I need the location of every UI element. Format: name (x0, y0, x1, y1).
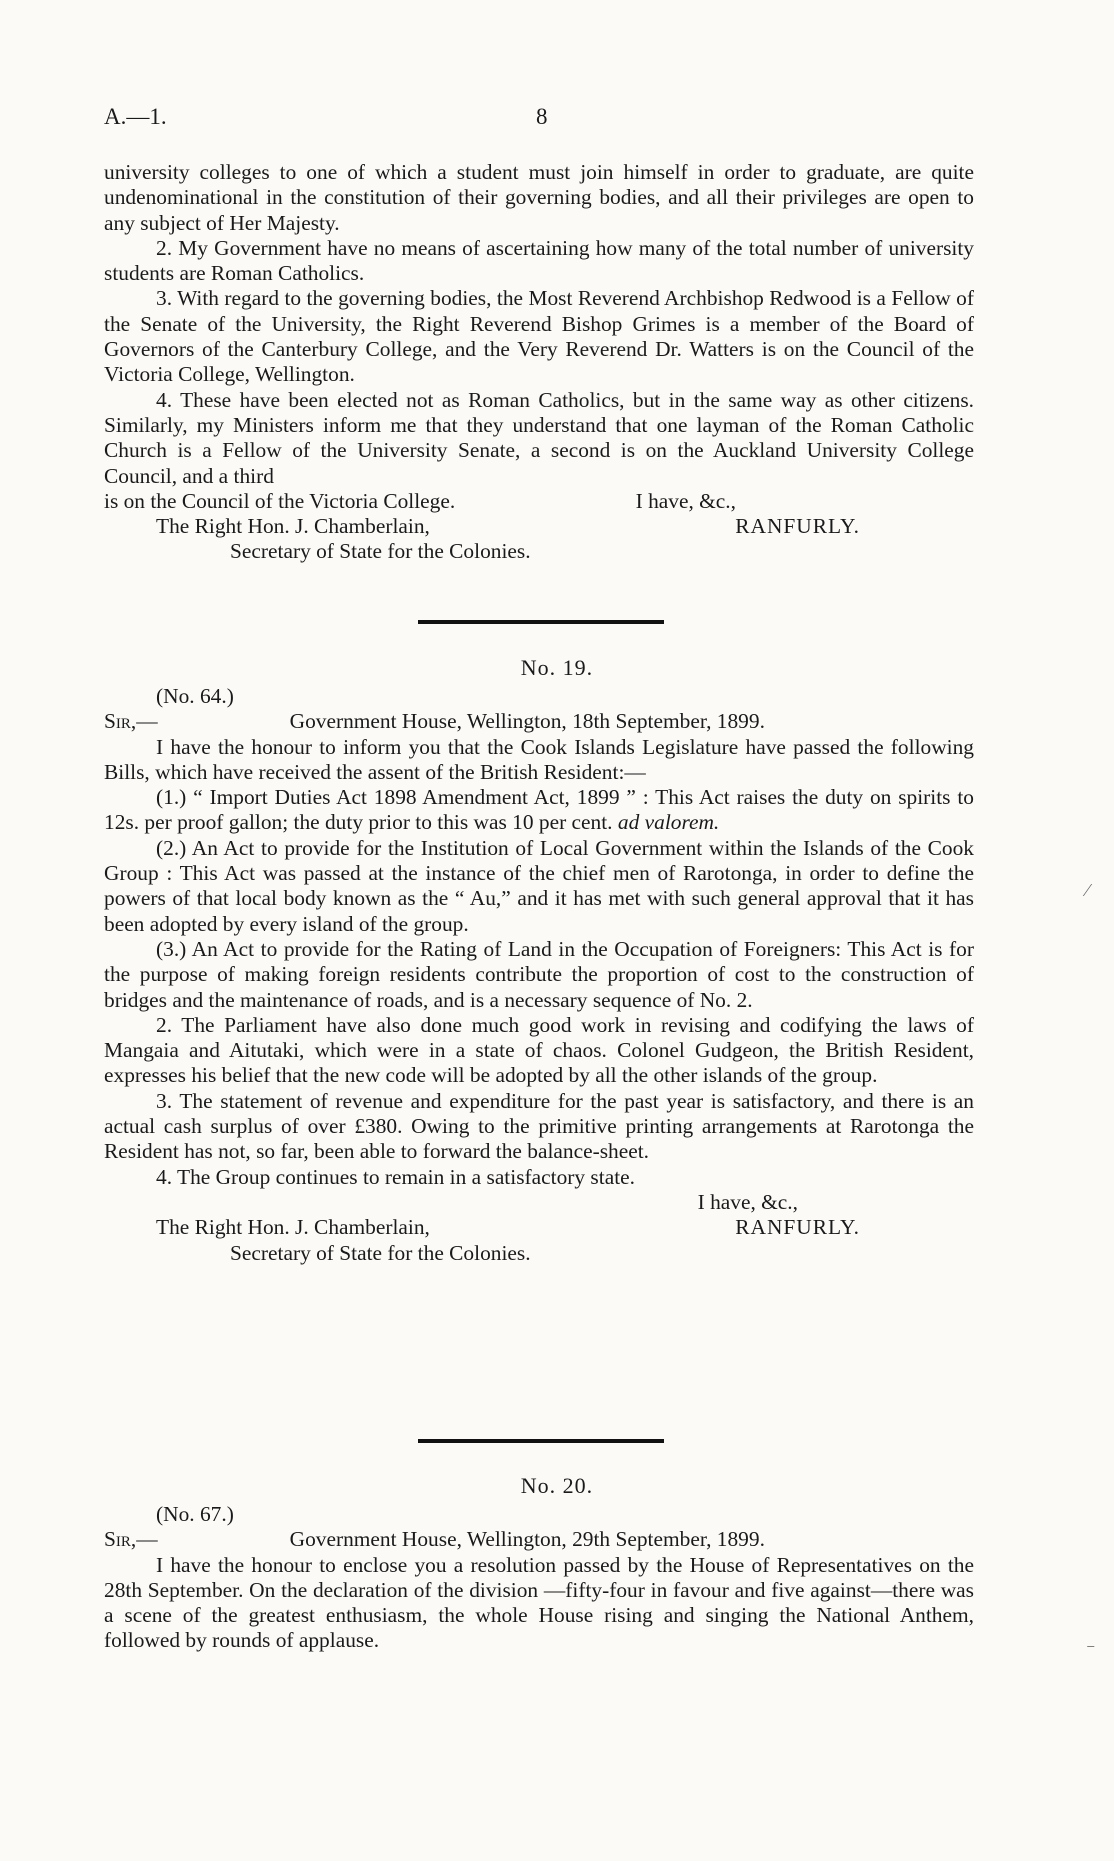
paragraph: 2. The Parliament have also done much good work in revising and codifying the laws of Mangaia and Aitutaki, which were in a state of chaos. Colonel Gudgeon, the British Resident, expresses his belief that the new code will be adopted by all the other islands of the group. (104, 1012, 974, 1088)
document-number: No. 20. (520, 1473, 594, 1498)
document-reference: A.—1. (104, 104, 167, 129)
section-divider (418, 620, 664, 624)
italic-phrase: ad valorem. (617, 810, 720, 835)
paragraph: university colleges to one of which a student must join himself in order to graduate, are quite undenominational in the constitution of their governing bodies, and all their privileges are open to any subject of Her Majesty. (104, 160, 974, 235)
bill-item: (2.) An Act to provide for the Institution of Local Government within the Islands of the Cook Group : This Act was passed at the instance of the chief men of Rarotonga, in order to define the powers of that local body known as the “ Au,” and it has met with such general approval that it has been adopted by every island of the group. (104, 835, 974, 936)
despatch-no-19 (104, 684, 974, 1266)
signature-block (104, 1215, 974, 1240)
paragraph: 2. My Government have no means of ascertaining how many of the total number of university students are Roman Catholics. (104, 235, 974, 286)
paragraph: 4. The Group continues to remain in a satisfactory state. (156, 1164, 635, 1189)
despatch-continuation (104, 160, 974, 565)
salutation-line (104, 1527, 974, 1552)
signature-block (104, 514, 974, 539)
section-divider (418, 1439, 664, 1443)
margin-mark: ⁻ (1086, 1640, 1096, 1660)
paragraph-end: is on the Council of the Victoria College. (104, 488, 456, 513)
addressee-title: Secretary of State for the Colonies. (230, 539, 531, 564)
addressee-title: Secretary of State for the Colonies. (230, 1240, 531, 1265)
paragraph: I have the honour to enclose you a resolution passed by the House of Representatives on the 28th September. On the declaration of the division —fifty-four in favour and five against—there was a scene of the greatest enthusiasm, the whole House rising and singing the National Anthem, followed by rounds of applause. (104, 1552, 974, 1653)
salutation: Sir,— (104, 1527, 158, 1552)
document-number: No. 19. (520, 655, 594, 680)
addressee: The Right Hon. J. Chamberlain, (156, 1215, 430, 1240)
signature: RANFURLY. (735, 1215, 860, 1240)
paragraph: 3. The statement of revenue and expenditure for the past year is satisfactory, and there is an actual cash surplus of over £380. Owing to the primitive printing arrangements at Rarotonga the Resident has not, so far, been able to forward the balance-sheet. (104, 1088, 974, 1164)
page-number: 8 (536, 104, 548, 129)
place-date: Government House, Wellington, 18th September, 1899. (289, 709, 765, 734)
bill-text: (1.) “ Import Duties Act 1898 Amendment Act, 1899 ” : This Act raises the duty on spirits to 12s. per proof gallon; the duty prior to this was 10 per cent. (104, 785, 974, 835)
closing-line (104, 489, 974, 514)
place-date: Government House, Wellington, 29th September, 1899. (289, 1527, 765, 1552)
despatch-ref: (No. 64.) (156, 684, 234, 708)
paragraph: 4. These have been elected not as Roman Catholics, but in the same way as other citizens. Similarly, my Ministers inform me that they understand that one layman of the Roman Catholic Church is a Fellow of the University Senate, a second is on the Auckland University College Council, and a third (104, 387, 974, 488)
signature: RANFURLY. (735, 514, 860, 539)
closing-formula: I have, &c., (635, 488, 736, 513)
salutation: Sir,— (104, 709, 158, 734)
closing-formula: I have, &c., (697, 1189, 798, 1214)
paragraph: I have the honour to inform you that the Cook Islands Legislature have passed the following Bills, which have received the assent of the British Resident:— (104, 734, 974, 784)
bill-item: (3.) An Act to provide for the Rating of Land in the Occupation of Foreigners: This Act is for the purpose of making foreign residents contribute the proportion of cost to the construction of bridges and the maintenance of roads, and is a necessary sequence of No. 2. (104, 936, 974, 1012)
despatch-no-20 (104, 1502, 974, 1654)
paragraph: 3. With regard to the governing bodies, the Most Reverend Archbishop Redwood is a Fellow of the Senate of the University, the Right Reverend Bishop Grimes is a member of the Board of Governors of the Canterbury College, and the Very Reverend Dr. Watters is on the Council of the Victoria College, Wellington. (104, 286, 974, 387)
bill-item (104, 785, 974, 836)
margin-mark: ⁄ (1086, 880, 1090, 900)
despatch-ref: (No. 67.) (156, 1502, 234, 1526)
addressee: The Right Hon. J. Chamberlain, (156, 514, 430, 539)
salutation-line (104, 709, 974, 734)
